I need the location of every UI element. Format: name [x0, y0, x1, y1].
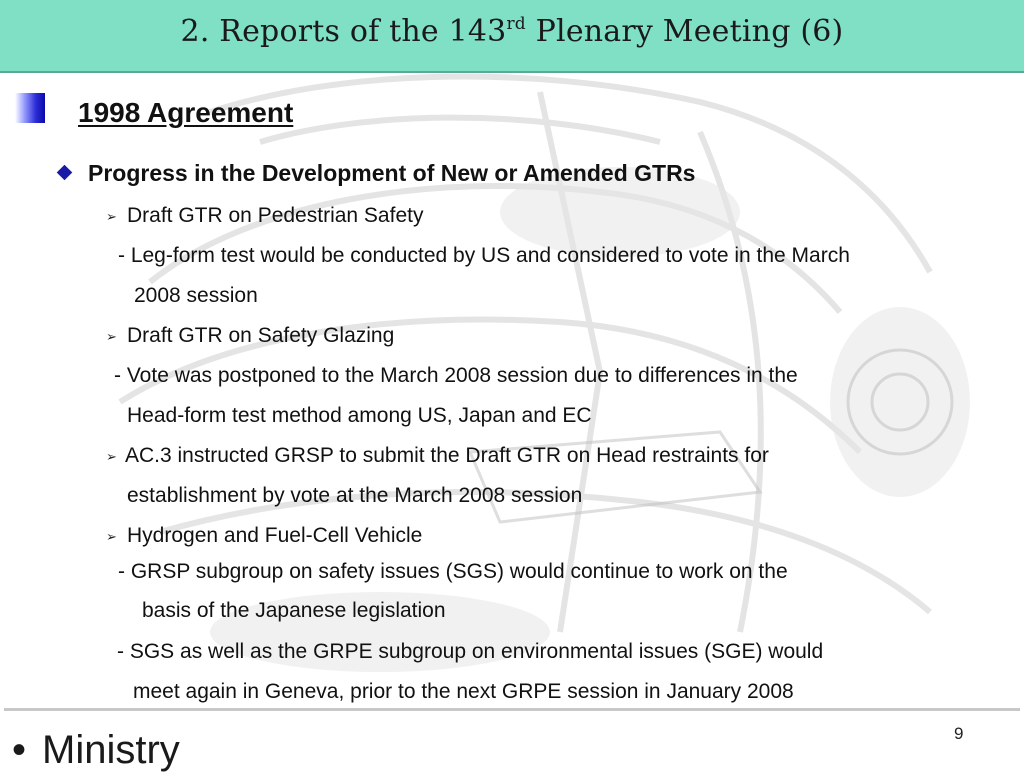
page-number: 9 [954, 724, 964, 743]
subsection-heading: Progress in the Development of New or Amended GTRs [88, 160, 696, 186]
bullet-detail: - SGS as well as the GRPE subgroup on environmental issues (SGE) would [117, 640, 824, 663]
footer-ministry-text: Ministry [42, 728, 180, 772]
bullet-item-continued: establishment by vote at the March 2008 session [127, 484, 583, 507]
title-rest-text: Plenary Meeting (6) [525, 14, 844, 49]
square-bullet-icon [15, 93, 45, 123]
bullet-detail: - Leg-form test would be conducted by US and considered to vote in the March [118, 244, 850, 267]
bullet-detail-continued: Head-form test method among US, Japan and EC [127, 404, 592, 427]
footer-divider [4, 708, 1020, 711]
footer-ministry [12, 728, 180, 773]
arrow-bullet-icon: ➢ [106, 449, 117, 464]
bullet-detail: - GRSP subgroup on safety issues (SGS) would continue to work on the [118, 560, 788, 583]
arrow-bullet-icon: ➢ [106, 209, 117, 224]
section-heading: 1998 Agreement [78, 97, 294, 128]
title-main-text: 2. Reports of the 143 [180, 14, 507, 49]
bullet-detail-continued: 2008 session [134, 284, 258, 307]
arrow-bullet-icon: ➢ [106, 329, 117, 344]
diamond-bullet-icon [57, 165, 73, 181]
bullet-item: Draft GTR on Safety Glazing [127, 324, 395, 347]
bullet-item: AC.3 instructed GRSP to submit the Draft GTR on Head restraints for [125, 444, 769, 467]
footer-bullet: • [12, 728, 27, 772]
arrow-bullet-icon: ➢ [106, 529, 117, 544]
bullet-item: Hydrogen and Fuel-Cell Vehicle [127, 524, 423, 547]
bullet-detail-continued: basis of the Japanese legislation [142, 599, 446, 622]
bullet-detail: - Vote was postponed to the March 2008 session due to differences in the [114, 364, 798, 387]
title-superscript: rd [506, 14, 526, 34]
bullet-item: Draft GTR on Pedestrian Safety [127, 204, 424, 227]
bullet-detail-continued: meet again in Geneva, prior to the next GRPE session in January 2008 [133, 680, 794, 703]
